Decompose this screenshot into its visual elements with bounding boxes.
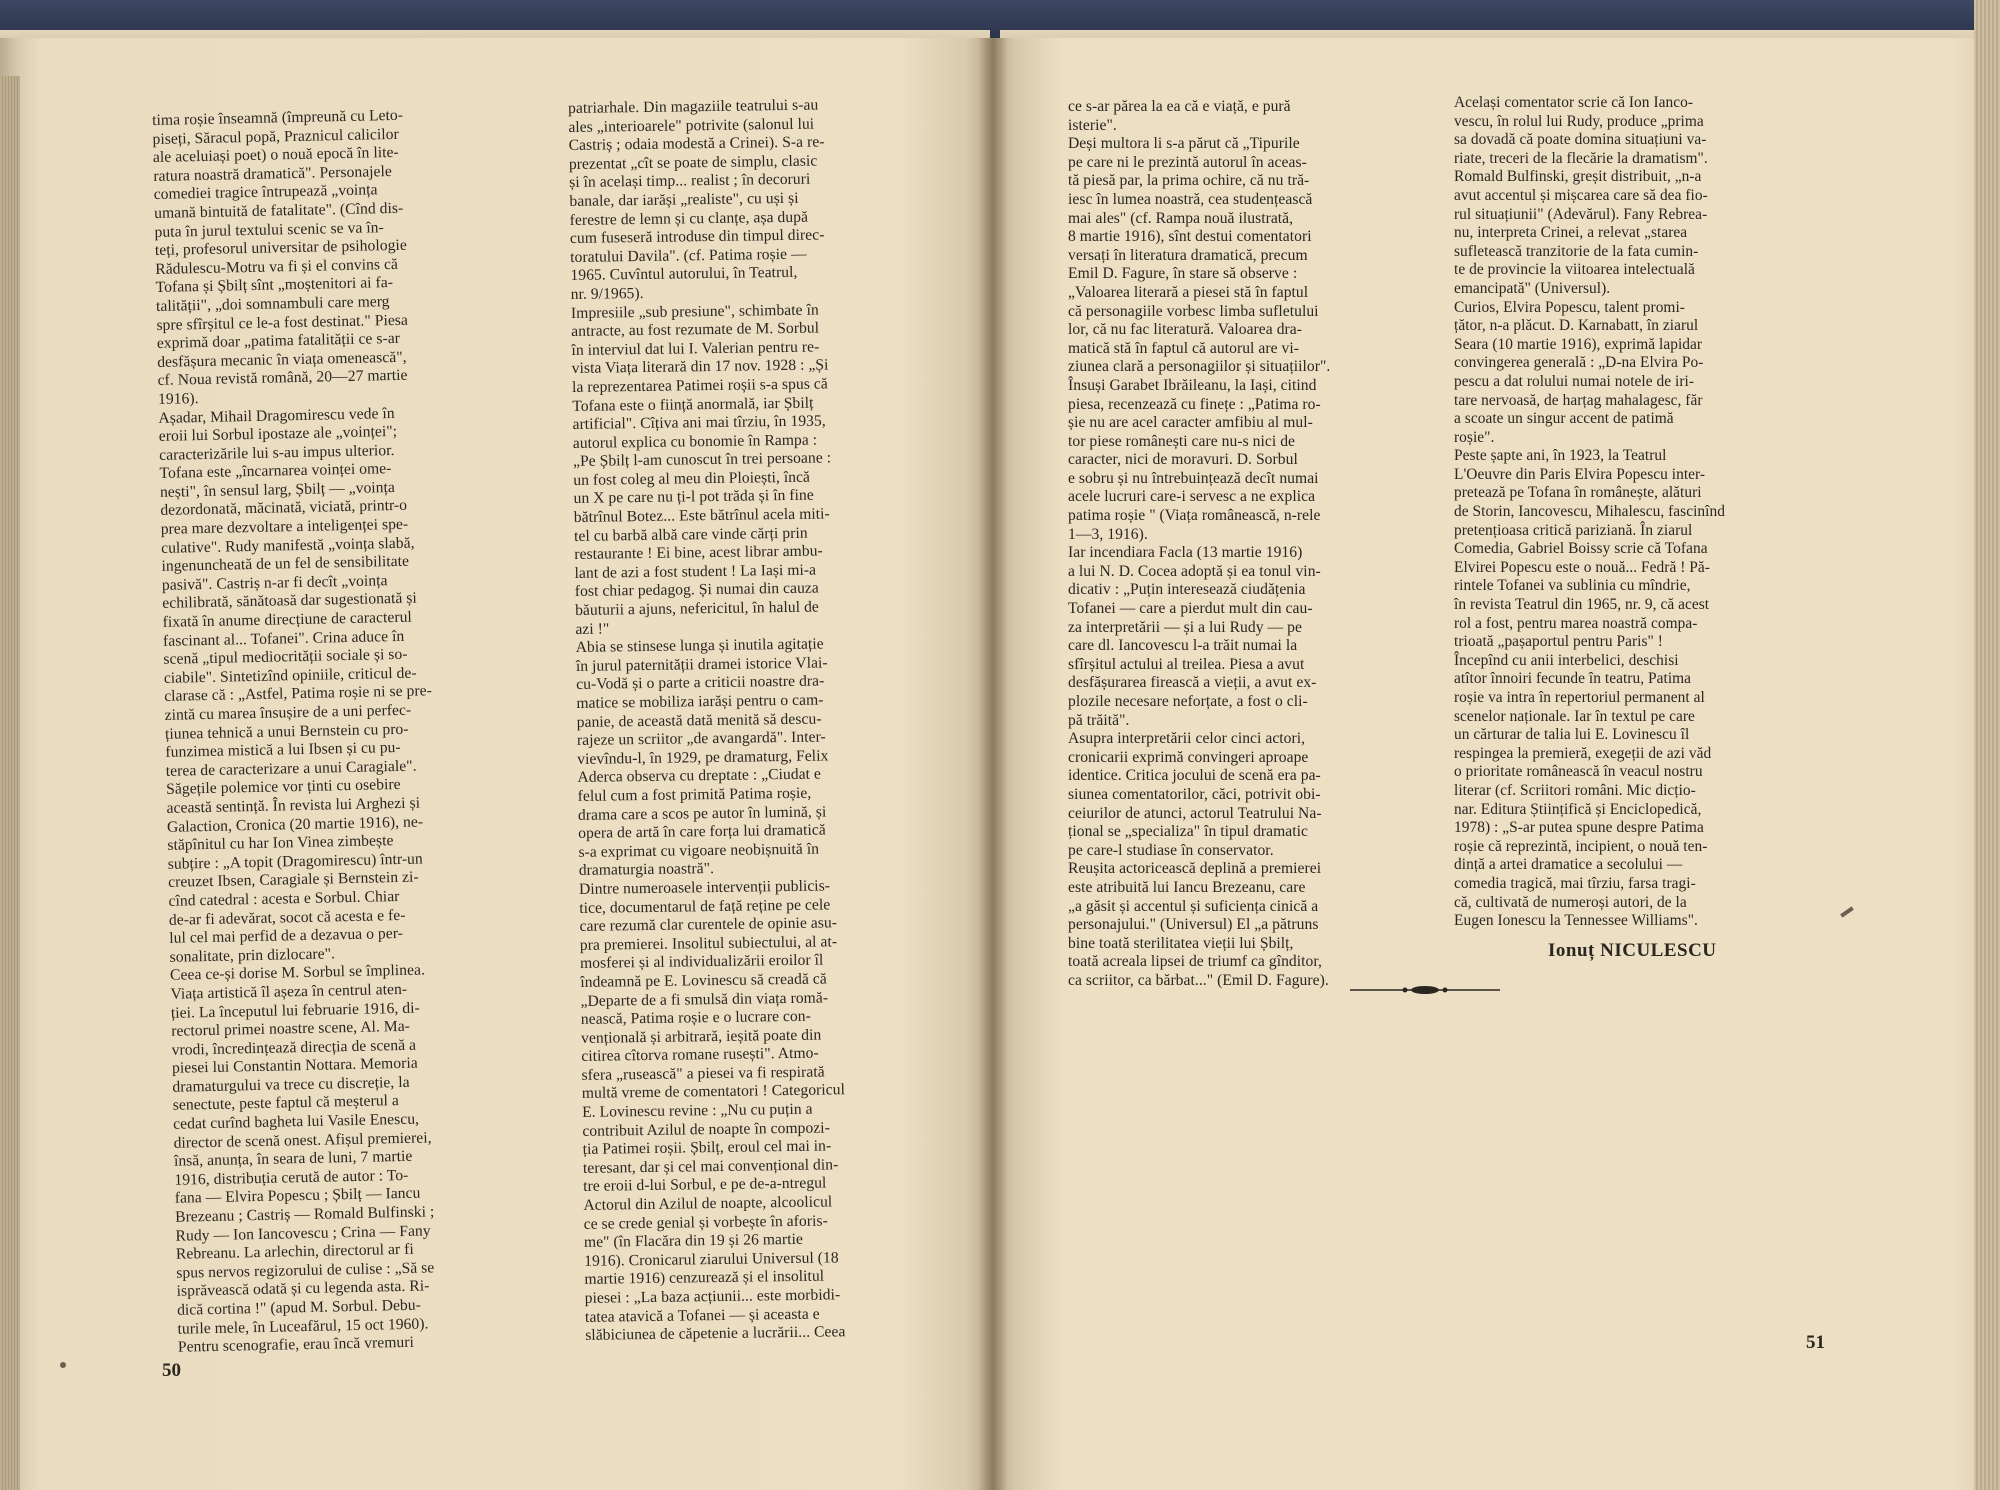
text-column-2: patriarhale. Din magaziile teatrului s-au ales „interioarele" potrivite (salonul lui Castriș ; odaia modestă a Crinei). S-a re- prezentat „cît se poate de simplu, clasic și în același timp... realist ; în decoruri banale, dar iarăși „realiste", cu uși și ferestre de lemn și cu clanțe, așa după cum fuseseră introduse din timpul direc- toratului Davila". (cf. Patima roșie — 1965. Cuvîntul autorului, în Teatrul, nr. 9/1965). Impresiile „sub presiune", schimbate în antracte, au fost rezumate de M. Sorbul în interviul dat lui I. Valerian pentru re- vista Viața literară din 17 nov. 1928 : „Și la reprezentarea Patimei roșii s-a spus că Tofana este o ființă anormală, iar Șbilț artificial". Cîțiva ani mai tîrziu, în 1935, autorul explica cu bonomie în Rampa : „Pe Șbilț l-am cunoscut în trei persoane : un fost coleg al meu din Ploiești, încă un X pe care nu ți-l pot trăda și în fine bătrînul Botez... Este bătrînul acela miti- tel cu barbă albă care vinde cărți prin restaurante ! Ei bine, acest librar ambu- lant de azi a fost student ! La Iași mi-a fost chiar pedagog. Și numai din cauza băuturii a ajuns, nefericitul, în halul de azi !" Abia se stinsese lunga și inutila agitație în jurul paternității dramei istorice Vlai- cu-Vodă și o parte a criticii noastre dra- matice se mobiliza iarăși pentru o cam- panie, de această dată menită să descu- rajeze un scriitor „de avangardă". Inter- vievîndu-l, în 1929, pe dramaturg, Felix Aderca observa cu dreptate : „Ciudat e felul cum a fost primită Patima roșie, drama care a scos pe autor în lumină, și opera de artă în care forța lui dramatică s-a exprimat cu vigoare neobișnuită în dramaturgia noastră". Dintre numeroasele intervenții publicis- tice, documentarul de față reține pe cele care rezumă clar curentele de opinie asu- pra premierei. Insolitul subiectului, al at- mosferei și al individualizării eroilor îl îndeamnă pe E. Lovinescu să creadă că „Departe de a fi smulsă din viața romă- nească, Patima roșie e o lucrare con- vențională și arbitrară, ieșită poate din citirea cîtorva romane rusești". Atmo- sfera „rusească" a piesei va fi respirată multă vreme de comentatori ! Categoricul E. Lovinescu revine : „Nu cu puțin a contribuit Azilul de noapte în compozi- ția Patimei roșii. Șbilț, eroul cel mai in- teresant, dar și cel mai convențional din- tre eroii d-lui Sorbul, e pe de-a-ntregul Actorul din Azilul de noapte, alcoolicul ce se crede genial și vorbește în aforis- me" (în Flacăra din 19 și 26 martie 1916). Cronicarul ziarului Universul (18 martie 1916) cenzurează și el insolitul piesei : „La baza acțiunii... este morbidi- tatea atavică a Tofanei — și aceasta e slăbiciunea de căpetenie a lucrării... Ceea xyxy=(568,96,846,1345)
section-ornament xyxy=(1350,984,1500,996)
book-gutter xyxy=(978,38,1008,1490)
page-stack-edge-right xyxy=(1974,0,2000,1490)
page-stack-edge xyxy=(0,76,20,1490)
text-column-4: Același comentator scrie că Ion Iancо- vescu, în rolul lui Rudy, produce „prima sa dovadă că poate domina situațiuni va- riate, treceri de la flecărie la dramatism". Romald Bulfinski, greșit distribuit, „n-a avut accentul și mișcarea care să dea fio- rul situațiunii" (Adevărul). Fany Rebrea- nu, interpreta Crinei, a relevat „starea sufletească tranzitorie de la fata cumin- te de provincie la viitoarea intelectuală emancipată" (Universul). Curios, Elvira Popescu, talent promi- țător, n-a plăcut. D. Karnabatt, în ziarul Seara (10 martie 1916), exprimă lapidar convingerea generală : „D-na Elvira Po- pescu a dat rolului numai notele de iri- tare nervoasă, de harțag mahalagesc, făr a scoate un singur accent de patimă roșie". Peste șapte ani, în 1923, la Teatrul L'Oeuvre din Paris Elvira Popescu inter- pretează pe Tofana în românește, alături de Storin, Iancovescu, Mihalescu, fascinînd pretențioasa critică pariziană. În ziarul Comedia, Gabriel Boissy scrie că Tofana Elvirei Popescu este o nouă... Fedră ! Pă- rintele Tofanei va sublinia cu mîndrie, în revista Teatrul din 1965, nr. 9, că acest rol a fost, pentru marea noastră compa- trioată „pașaportul pentru Paris" ! Începînd cu anii interbelici, deschisi atîtor înnoiri fecunde în teatru, Patima roșie va intra în repertoriul permanent al scenelor naționale. Iar în textul pe care un cărturar de talia lui E. Lovinescu îl respingea la premieră, exegeții de azi văd o prioritate românească în veacul nostru literar (cf. Scriitori români. Mic dicțio- nar. Editura Științifică și Enciclopedică, 1978) : „S-ar putea spune despre Patima roșie că reprezintă, incipient, o nouă ten- dință a artei dramatice a secolului — comedia tragică, mai tîrziu, farsa tragi- că, cultivată de numeroși autori, de la Eugen Ionescu la Tennessee Williams". xyxy=(1454,94,1725,930)
ink-dot xyxy=(60,1362,66,1368)
text-column-3: ce s-ar părea la ea că e viață, e pură isterie". Deși multora li s-a părut că „Tipurile pe care ni le prezintă autorul în aceas- tă piesă par, la prima ochire, că nu tră- iesc în lumea noastră, cea studențească mai ales" (cf. Rampa nouă ilustrată, 8 martie 1916), sînt destui comentatori versați în literatura dramatică, precum Emil D. Fagure, în stare să observe : „Valoarea literară a piesei stă în faptul că personagiile vorbesc limba sufletului lor, că nu fac literatură. Valoarea dra- matică stă în faptul că autorul are vi- ziunea clară a personagiilor și situațiilor". Însuși Garabet Ibrăileanu, la Iași, citind piesa, recenzează cu finețe : „Patima ro- șie nu are acel caracter amfibiu al mul- tor piese românești care nu-s nici de caracter, nici de moravuri. D. Sorbul e sobru și nu întrebuințează decît numai acele lucruri care-i servesc a ne explica patima roșie " (Viața românească, n-rele 1—3, 1916). Iar incendiara Facla (13 martie 1916) a lui N. D. Cocea adoptă și ea tonul vin- dicativ : „Puțin interesează ciudățenia Tofanei — care a pierdut mult din cau- za interpretării — și a lui Rudy — pe care dl. Iancovescu l-a trăit numai la sfîrșitul actului al treilea. Piesa a avut desfășurarea firească a vieții, a avut ex- plozile necesare neforțate, a fost o cli- pă trăită". Asupra interpretării celor cinci actori, cronicarii exprimă convingeri aproape identice. Critica jocului de scenă era pa- siunea comentatorilor, căci, potrivit obi- ceiurilor de atunci, actorul Teatrului Na- țional se „specializa" în tipul dramatic pe care-l studiase în conservator. Reușita actoricească deplină a premierei este atribuită lui Iancu Brezeanu, care „a găsit și accentul și suficiența cinică a personajului." (Universul) El „a pătruns bine toată sterilitatea vieții lui Șbilț, toată acreala lipsei de triumf ca gînditor, ca scriitor, ca bărbat..." (Emil D. Fagure). xyxy=(1068,98,1331,989)
page-number-left: 50 xyxy=(162,1360,181,1381)
text-column-1: tima roșie înseamnă (împreună cu Leto- piseți, Săracul popă, Praznicul calicilor ale aceluiași poet) o nouă epocă în lite- ratura noastră dramatică". Personajele comediei tragice întrupează „voința umană bintuită de fatalitate". (Cînd dis- puta în jurul textului scenic se va în- teți, profesorul universitar de psihologie Rădulescu-Motru va fi și el convins că Tofana și Șbilț sînt „moștenitori ai fa- talității", „doi somnambuli care merg spre sfîrșitul ce le-a fost destinat." Piesa exprimă doar „patima fatalității ce s-ar desfășura mecanic în viața omenească", cf. Noua revistă română, 20—27 martie 1916). Așadar, Mihail Dragomirescu vede în eroii lui Sorbul ipostaze ale „voinței"; caracterizările lui s-au impus ulterior. Tofana este „încarnarea voinței ome- nești", în sensul larg, Șbilț — „voința dezordonată, măcinată, viciată, printr-o prea mare dezvoltare a inteligenței spe- culative". Rudy manifestă „voința slabă, ingenuncheată de un fel de sensibilitate pasivă". Castriș n-ar fi decît „voința echilibrată, sănătoasă dar sugestionată și fixată în anume direcțiune de caracterul fascinant al... Tofanei". Crina aduce în scenă „tipul mediocrității sociale și so- ciabile". Sintetizînd opiniile, criticul de- clarase că : „Astfel, Patima roșie ni se pre- zintă cu marea însușire de a uni perfec- țiunea tehnică a unui Bernstein cu pro- funzimea mistică a lui Ibsen și cu pu- terea de caracterizare a unui Caragiale". Săgețile polemice vor ținti cu osebire această sentință. În revista lui Arghezi și Galaction, Cronica (20 martie 1916), ne- stăpînitul cu har Ion Vinea zimbește subțire : „A topit (Dragomirescu) într-un creuzet Ibsen, Caragiale și Bernstein zi- cînd catedral : acesta e Sorbul. Chiar de-ar fi adevărat, socot că acesta e fe- lul cel mai perfid de a dezavua o per- sonalitate, prin dizlocare". Ceea ce-și dorise M. Sorbul se împlinea. Viața artistică îl așeza în centrul aten- ției. La începutul lui februarie 1916, di- rectorul primei noastre scene, Al. Ma- vrodi, încredințează direcția de scenă a piesei lui Constantin Nottara. Memoria dramaturgului va trece cu discreție, la senectute, peste faptul că meșterul a cedat curînd bagheta lui Vasile Enescu, director de scenă onest. Afișul premierei, însă, anunța, în seara de luni, 7 martie 1916, distribuția cerută de autor : To- fana — Elvira Popescu ; Șbilț — Iancu Brezeanu ; Castriș — Romald Bulfinski ; Rudy — Ion Iancovescu ; Crina — Fany Rebreanu. La arlechin, directorul ar fi spus nervos regizorului de culise : „Să se isprăvească odată și cu legenda asta. Ri- dică cortina !" (apud M. Sorbul. Debu- turile mele, în Luceafărul, 15 oct 1960). Pentru scenografie, erau încă vremuri xyxy=(152,106,435,1356)
page-number-right: 51 xyxy=(1806,1332,1825,1353)
author-signature: Ionuț NICULESCU xyxy=(1548,940,1717,961)
